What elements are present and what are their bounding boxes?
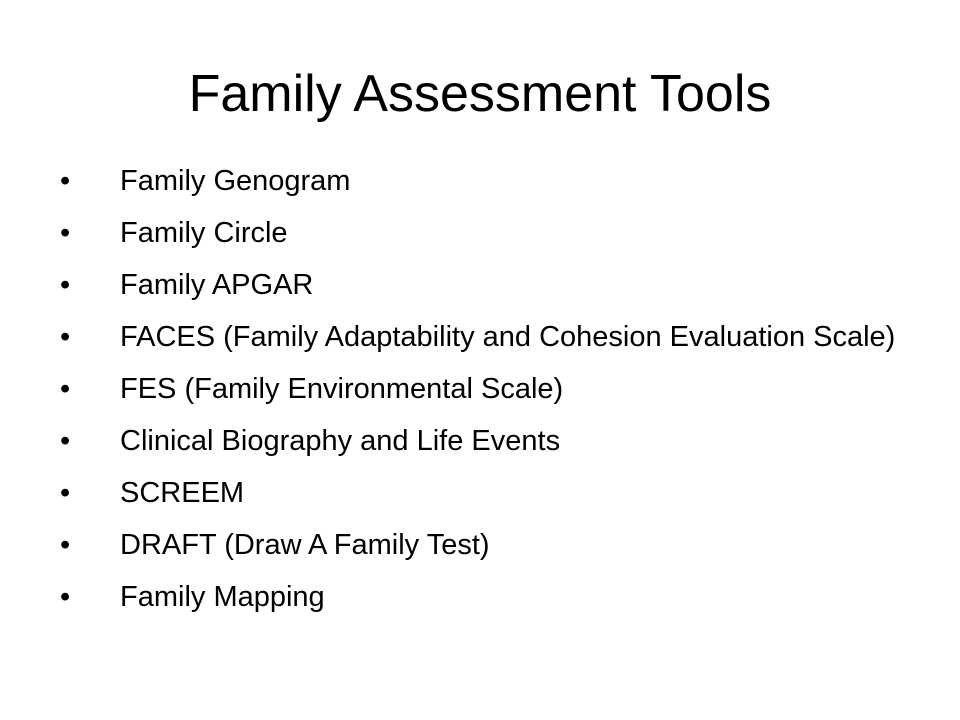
- list-item-text: FES (Family Environmental Scale): [120, 373, 564, 405]
- bullet-icon: •: [60, 477, 71, 509]
- list-item-text: SCREEM: [120, 477, 245, 509]
- list-item: [60, 425, 920, 457]
- list-item: [60, 269, 920, 301]
- bullet-icon: •: [60, 425, 71, 457]
- list-item: [60, 477, 920, 509]
- bullet-icon: •: [60, 321, 71, 353]
- list-item-text: FACES (Family Adaptability and Cohesion Evaluation Scale): [120, 321, 896, 353]
- list-item: [60, 321, 920, 353]
- list-item: [60, 165, 920, 197]
- list-item-text: Family APGAR: [120, 269, 314, 301]
- list-item: [60, 373, 920, 405]
- bullet-list: [60, 165, 920, 636]
- bullet-icon: •: [60, 165, 71, 197]
- bullet-icon: •: [60, 269, 71, 301]
- list-item-text: Family Mapping: [120, 581, 325, 613]
- list-item: [60, 529, 920, 561]
- slide-title: Family Assessment Tools: [188, 65, 772, 123]
- bullet-icon: •: [60, 217, 71, 249]
- list-item: [60, 581, 920, 613]
- bullet-icon: •: [60, 529, 71, 561]
- list-item-text: Clinical Biography and Life Events: [120, 425, 561, 457]
- list-item-text: DRAFT (Draw A Family Test): [120, 529, 490, 561]
- bullet-icon: •: [60, 581, 71, 613]
- bullet-icon: •: [60, 373, 71, 405]
- list-item: [60, 217, 920, 249]
- list-item-text: Family Circle: [120, 217, 288, 249]
- list-item-text: Family Genogram: [120, 165, 351, 197]
